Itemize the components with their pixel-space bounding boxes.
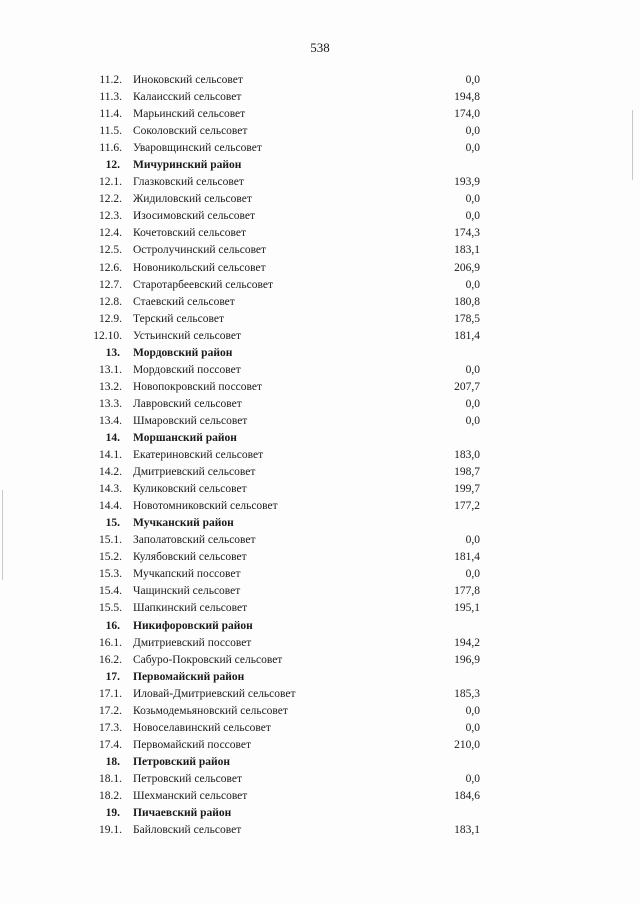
row-value: 196,9	[454, 653, 480, 666]
settlement-name: Кочетовский сельсовет	[133, 227, 246, 240]
row-value: 0,0	[465, 142, 480, 155]
row-number: 19.1.	[99, 824, 122, 837]
row-number: 16.2.	[99, 653, 122, 666]
row-value: 181,4	[454, 329, 480, 342]
row-number: 11.3.	[99, 91, 122, 104]
table-row	[0, 379, 640, 396]
row-value: 194,8	[454, 91, 480, 104]
settlement-name: Дмитриевский поссовет	[133, 636, 252, 649]
table-row	[0, 788, 640, 805]
row-number: 13.	[105, 346, 120, 359]
row-value: 177,8	[454, 585, 480, 598]
row-value: 207,7	[454, 380, 480, 393]
settlement-name: Мучкапский поссовет	[133, 568, 241, 581]
settlement-name: Новоселавинский сельсовет	[133, 721, 271, 734]
district-name: Мучканский район	[133, 517, 234, 530]
settlement-name: Екатериновский сельсовет	[133, 449, 264, 462]
table-row	[0, 686, 640, 703]
table-row	[0, 549, 640, 566]
row-value: 183,1	[454, 244, 480, 257]
row-number: 17.2.	[99, 704, 122, 717]
row-value: 0,0	[465, 568, 480, 581]
table-row	[0, 140, 640, 157]
table-row	[0, 464, 640, 481]
settlement-name: Уваровщинский сельсовет	[133, 142, 262, 155]
table-row	[0, 652, 640, 669]
settlement-name: Соколовский сельсовет	[133, 125, 248, 138]
settlement-name: Первомайский поссовет	[133, 738, 252, 751]
row-number: 13.3.	[99, 397, 122, 410]
row-value: 0,0	[465, 704, 480, 717]
district-name: Петровский район	[133, 755, 231, 768]
row-number: 14.2.	[99, 466, 122, 479]
row-value: 0,0	[465, 74, 480, 86]
settlement-name: Изосимовский сельсовет	[133, 210, 256, 223]
table-row	[0, 89, 640, 106]
row-value: 0,0	[465, 363, 480, 376]
row-number: 12.7.	[99, 278, 122, 291]
row-value: 198,7	[454, 466, 480, 479]
settlement-name: Куликовский сельсовет	[133, 483, 247, 496]
row-value: 0,0	[465, 125, 480, 138]
table-row	[0, 191, 640, 208]
table-row	[0, 720, 640, 737]
row-number: 11.6.	[99, 142, 122, 155]
row-number: 17.	[105, 670, 120, 683]
settlement-name: Мордовский поссовет	[133, 363, 241, 376]
row-number: 14.	[105, 431, 120, 444]
settlement-name: Жидиловский сельсовет	[133, 193, 252, 206]
settlement-name: Новопокровский поссовет	[133, 380, 263, 393]
row-value: 180,8	[454, 295, 480, 308]
table-row	[0, 583, 640, 600]
row-number: 15.	[105, 517, 120, 530]
row-number: 14.4.	[99, 500, 122, 513]
settlement-name: Новотомниковский сельсовет	[133, 500, 278, 513]
row-number: 12.4.	[99, 227, 122, 240]
district-header-row	[0, 805, 640, 822]
row-number: 19.	[105, 807, 120, 820]
row-number: 12.3.	[99, 210, 122, 223]
settlement-name: Сабуро-Покровский сельсовет	[133, 653, 283, 666]
table-row	[0, 396, 640, 413]
settlement-name: Остролучинский сельсовет	[133, 244, 267, 257]
district-name: Мордовский район	[133, 346, 233, 359]
row-number: 17.3.	[99, 721, 122, 734]
row-number: 16.	[105, 619, 120, 632]
settlement-name: Глазковский сельсовет	[133, 176, 244, 189]
row-number: 17.1.	[99, 687, 122, 700]
row-number: 13.2.	[99, 380, 122, 393]
table-row	[0, 260, 640, 277]
row-number: 15.3.	[99, 568, 122, 581]
table-row	[0, 277, 640, 294]
district-header-row	[0, 345, 640, 362]
district-header-row	[0, 669, 640, 686]
row-value: 0,0	[465, 721, 480, 734]
row-number: 12.9.	[99, 312, 122, 325]
table-row	[0, 635, 640, 652]
row-number: 12.	[105, 159, 120, 172]
settlement-name: Марьинский сельсовет	[133, 108, 246, 121]
row-value: 195,1	[454, 602, 480, 615]
row-value: 185,3	[454, 687, 480, 700]
district-name: Мичуринский район	[133, 159, 242, 172]
settlement-name: Иловай-Дмитриевский сельсовет	[133, 687, 296, 700]
table-row	[0, 413, 640, 430]
district-table	[0, 72, 640, 839]
row-number: 13.1.	[99, 363, 122, 376]
table-row	[0, 498, 640, 515]
district-name: Первомайский район	[133, 670, 245, 683]
district-name: Моршанский район	[133, 431, 237, 444]
row-value: 194,2	[454, 636, 480, 649]
row-value: 193,9	[454, 176, 480, 189]
row-number: 18.1.	[99, 772, 122, 785]
row-number: 11.4.	[99, 108, 122, 121]
row-value: 184,6	[454, 789, 480, 802]
district-header-row	[0, 754, 640, 771]
table-row	[0, 123, 640, 140]
row-value: 174,3	[454, 227, 480, 240]
row-value: 174,0	[454, 108, 480, 121]
settlement-name: Козьмодемьяновский сельсовет	[133, 704, 288, 717]
row-number: 12.6.	[99, 261, 122, 274]
table-row	[0, 225, 640, 242]
settlement-name: Заполатовский сельсовет	[133, 534, 256, 547]
row-value: 181,4	[454, 551, 480, 564]
district-name: Пичаевский район	[133, 807, 232, 820]
district-header-row	[0, 157, 640, 174]
row-value: 0,0	[465, 414, 480, 427]
table-row	[0, 328, 640, 345]
row-number: 15.4.	[99, 585, 122, 598]
table-row	[0, 106, 640, 123]
row-value: 0,0	[465, 210, 480, 223]
row-number: 12.1.	[99, 176, 122, 189]
table-row	[0, 771, 640, 788]
table-row	[0, 566, 640, 583]
row-number: 12.2.	[99, 193, 122, 206]
row-number: 12.8.	[99, 295, 122, 308]
row-number: 11.5.	[99, 125, 122, 138]
row-number: 15.1.	[99, 534, 122, 547]
table-row	[0, 447, 640, 464]
table-row	[0, 703, 640, 720]
row-value: 199,7	[454, 483, 480, 496]
settlement-name: Петровский сельсовет	[133, 772, 242, 785]
row-value: 183,1	[454, 824, 480, 837]
table-row	[0, 600, 640, 617]
row-value: 0,0	[465, 278, 480, 291]
settlement-name: Иноковский сельсовет	[133, 74, 243, 86]
district-header-row	[0, 430, 640, 447]
row-number: 15.2.	[99, 551, 122, 564]
table-row	[0, 481, 640, 498]
table-row	[0, 532, 640, 549]
settlement-name: Старотарбеевский сельсовет	[133, 278, 273, 291]
table-row	[0, 208, 640, 225]
settlement-name: Дмитриевский сельсовет	[133, 466, 256, 479]
row-number: 13.4.	[99, 414, 122, 427]
settlement-name: Чащинский сельсовет	[133, 585, 241, 598]
row-number: 15.5.	[99, 602, 122, 615]
table-row	[0, 72, 640, 89]
settlement-name: Шехманский сельсовет	[133, 789, 248, 802]
row-value: 178,5	[454, 312, 480, 325]
row-value: 0,0	[465, 534, 480, 547]
row-value: 210,0	[454, 738, 480, 751]
row-number: 18.	[105, 755, 120, 768]
table-row	[0, 737, 640, 754]
row-number: 17.4.	[99, 738, 122, 751]
settlement-name: Лавровский сельсовет	[133, 397, 242, 410]
settlement-name: Шапкинский сельсовет	[133, 602, 248, 615]
row-value: 0,0	[465, 193, 480, 206]
settlement-name: Терский сельсовет	[133, 312, 224, 325]
district-name: Никифоровский район	[133, 619, 253, 632]
table-row	[0, 242, 640, 259]
row-number: 18.2.	[99, 789, 122, 802]
settlement-name: Стаевский сельсовет	[133, 295, 235, 308]
row-value: 177,2	[454, 500, 480, 513]
row-value: 0,0	[465, 397, 480, 410]
district-header-row	[0, 618, 640, 635]
settlement-name: Устьинский сельсовет	[133, 329, 241, 342]
row-number: 16.1.	[99, 636, 122, 649]
settlement-name: Калаисский сельсовет	[133, 91, 242, 104]
row-number: 12.10.	[93, 329, 122, 342]
settlement-name: Новоникольский сельсовет	[133, 261, 266, 274]
table-row	[0, 362, 640, 379]
settlement-name: Кулябовский сельсовет	[133, 551, 247, 564]
settlement-name: Байловский сельсовет	[133, 824, 242, 837]
table-row	[0, 822, 640, 839]
row-number: 11.2.	[99, 74, 122, 86]
row-value: 183,0	[454, 449, 480, 462]
table-row	[0, 294, 640, 311]
settlement-name: Шмаровский сельсовет	[133, 414, 248, 427]
table-row	[0, 311, 640, 328]
row-value: 0,0	[465, 772, 480, 785]
row-value: 206,9	[454, 261, 480, 274]
page-number: 538	[310, 40, 330, 55]
row-number: 14.3.	[99, 483, 122, 496]
table-row	[0, 174, 640, 191]
row-number: 14.1.	[99, 449, 122, 462]
row-number: 12.5.	[99, 244, 122, 257]
district-header-row	[0, 515, 640, 532]
